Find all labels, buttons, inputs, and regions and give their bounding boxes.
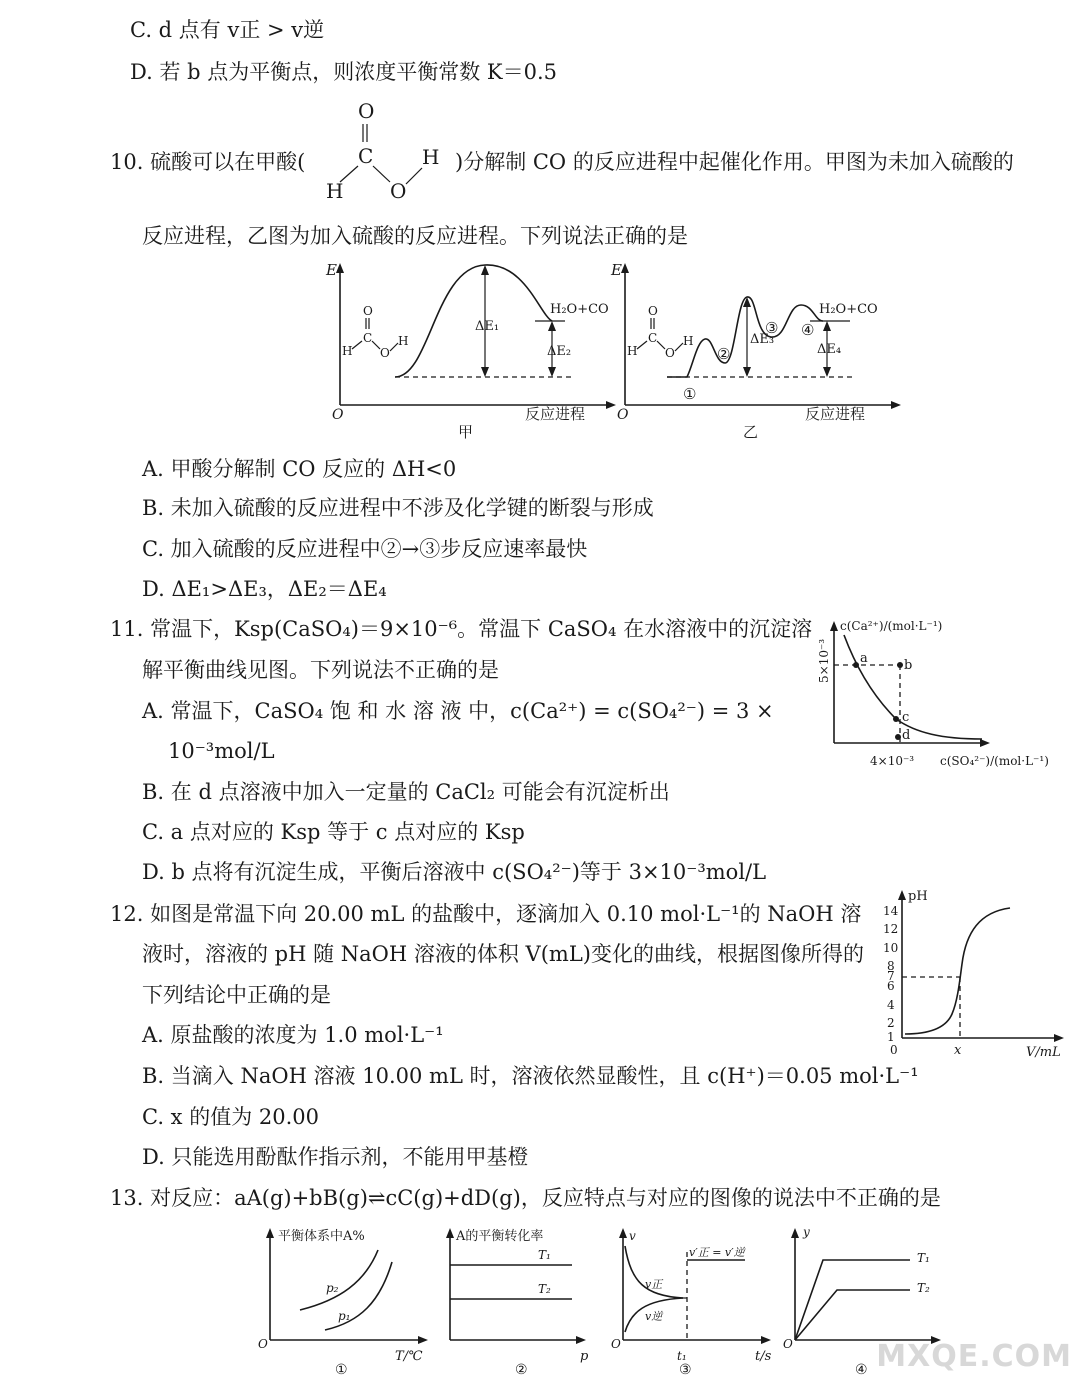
g2-t2: T₂ (538, 1282, 551, 1296)
yi-caption: 乙 (743, 423, 759, 441)
svg-text:O: O (363, 304, 373, 318)
q12-option-a: A. 原盐酸的浓度为 1.0 mol·L⁻¹ (142, 1023, 444, 1047)
q12-stem-line1: 12. 如图是常温下向 20.00 mL 的盐酸中，逐滴加入 0.10 mol·L⁻¹的 NaOH 溶 (110, 902, 862, 926)
g3-number: ③ (679, 1362, 692, 1378)
q12-option-b: B. 当滴入 NaOH 溶液 10.00 mL 时，溶液依然显酸性，且 c(H⁺)＝0.05 mol·L⁻¹ (142, 1064, 919, 1088)
g3-origin: O (611, 1337, 621, 1351)
titration-xlabel: V/mL (1026, 1045, 1061, 1060)
q9-option-d: D. 若 b 点为平衡点，则浓度平衡常数 K＝0.5 (130, 60, 557, 84)
g1-number: ① (335, 1362, 348, 1378)
graph-2-conversion (430, 1222, 595, 1380)
g1-ylabel: 平衡体系中A% (278, 1229, 365, 1244)
svg-text:C: C (648, 331, 658, 345)
g4-ylabel: y (803, 1225, 810, 1239)
jia-xlabel: 反应进程 (525, 405, 586, 423)
svg-text:H: H (627, 344, 638, 358)
pH-tick-4: 4 (887, 998, 895, 1012)
titration-chart (880, 882, 1075, 1067)
q11-option-d: D. b 点将有沉淀生成，平衡后溶液中 c(SO₄²⁻)等于 3×10⁻³mol/L (142, 860, 767, 884)
q11-stem-line2: 解平衡曲线见图。下列说法不正确的是 (142, 658, 499, 682)
pH-tick-2: 2 (887, 1016, 895, 1030)
g4-t1: T₁ (917, 1251, 930, 1265)
yi-de3: ΔE₃ (750, 332, 775, 347)
g3-xlabel: t/s (755, 1349, 772, 1364)
g1-xlabel: T/℃ (395, 1349, 423, 1364)
svg-text:O: O (665, 346, 675, 360)
jia-de1: ΔE₁ (475, 319, 500, 334)
pH-tick-7: 7 (887, 969, 895, 983)
q11-option-a-line2: 10⁻³mol/L (168, 739, 275, 763)
yi-origin: O (617, 407, 629, 423)
g3-ylabel: v (629, 1229, 636, 1243)
yi-de4: ΔE₄ (817, 342, 842, 357)
q12-stem-line3: 下列结论中正确的是 (142, 983, 331, 1007)
caso4-point-d: d (902, 728, 911, 743)
caso4-ylabel: c(Ca²⁺)/(mol·L⁻¹) (840, 619, 943, 633)
g3-v-forward: v正 (645, 1278, 663, 1291)
yi-product: H₂O+CO (819, 302, 878, 317)
g3-v-reverse: v逆 (645, 1310, 663, 1323)
watermark-logo: MXQE.COM (876, 1339, 1072, 1374)
g1-p1: p₁ (338, 1309, 351, 1323)
energy-diagram-jia (320, 255, 620, 445)
graph-3-rate (605, 1222, 780, 1380)
g2-t1: T₁ (538, 1248, 551, 1262)
caso4-point-b: b (904, 658, 913, 673)
q12-option-d: D. 只能选用酚酞作指示剂，不能用甲基橙 (142, 1145, 529, 1169)
graph-1-a-percent (250, 1222, 430, 1380)
g2-number: ② (515, 1362, 528, 1378)
q13-stem: 13. 对反应：aA(g)+bB(g)⇌cC(g)+dD(g)，反应特点与对应的图像的说法中不正确的是 (110, 1186, 941, 1210)
jia-ylabel: E (326, 261, 337, 279)
g4-number: ④ (855, 1362, 868, 1378)
titration-xtick: x (954, 1043, 962, 1058)
svg-text:O: O (380, 346, 390, 360)
g4-origin: O (783, 1337, 793, 1351)
svg-text:H: H (342, 344, 353, 358)
titration-ylabel: pH (908, 889, 928, 904)
q12-stem-line2: 液时，溶液的 pH 随 NaOH 溶液的体积 V(mL)变化的曲线，根据图像所得的 (142, 942, 864, 966)
g3-t1: t₁ (677, 1349, 687, 1363)
q10-option-b: B. 未加入硫酸的反应进程中不涉及化学键的断裂与形成 (142, 496, 654, 520)
molecule-h-right: H (422, 145, 440, 169)
g2-xlabel: p (580, 1349, 589, 1364)
svg-text:H: H (683, 334, 694, 348)
caso4-point-c: c (902, 710, 910, 725)
g1-origin: O (258, 1337, 268, 1351)
jia-de2: ΔE₂ (547, 344, 572, 359)
molecule-o-right: O (390, 179, 407, 203)
pH-tick-10: 10 (883, 941, 899, 955)
q12-option-c: C. x 的值为 20.00 (142, 1105, 319, 1129)
q10-option-c: C. 加入硫酸的反应进程中②→③步反应速率最快 (142, 537, 588, 561)
q10-stem-part3: 反应进程，乙图为加入硫酸的反应进程。下列说法正确的是 (142, 224, 688, 248)
q11-option-a-line1: A. 常温下，CaSO₄ 饱 和 水 溶 液 中，c(Ca²⁺) = c(SO₄²⁻) = 3 × (142, 699, 774, 723)
q11-option-c: C. a 点对应的 Ksp 等于 c 点对应的 Ksp (142, 820, 525, 844)
q11-option-b: B. 在 d 点溶液中加入一定量的 CaCl₂ 可能会有沉淀析出 (142, 780, 670, 804)
titration-origin: 0 (890, 1043, 898, 1057)
svg-text:C: C (363, 331, 373, 345)
q10-option-a: A. 甲酸分解制 CO 反应的 ΔH<0 (142, 457, 457, 481)
q10-stem-part1: 10. 硫酸可以在甲酸( (110, 150, 306, 174)
molecule-h-left: H (326, 179, 344, 203)
pH-tick-1: 1 (887, 1030, 895, 1044)
yi-ylabel: E (611, 261, 622, 279)
molecule-c: C (358, 144, 374, 168)
jia-origin: O (332, 407, 344, 423)
jia-caption: 甲 (458, 423, 474, 441)
g1-p2: p₂ (326, 1281, 339, 1295)
pH-tick-8: 8 (887, 959, 895, 973)
yi-step-1: ① (683, 385, 697, 403)
formic-acid-structure (318, 98, 453, 208)
caso4-xlabel: c(SO₄²⁻)/(mol·L⁻¹) (940, 754, 1049, 768)
svg-text:H: H (398, 334, 409, 348)
g2-ylabel: A的平衡转化率 (456, 1229, 544, 1244)
molecule-o-top: O (358, 99, 375, 123)
caso4-solubility-chart (812, 615, 1072, 775)
q11-stem-line1: 11. 常温下，Ksp(CaSO₄)＝9×10⁻⁶。常温下 CaSO₄ 在水溶液中的沉淀溶 (110, 617, 813, 641)
energy-diagram-yi (605, 255, 905, 445)
caso4-ytick: 5×10⁻³ (817, 638, 831, 683)
yi-step-3: ③ (765, 319, 779, 337)
caso4-xtick: 4×10⁻³ (870, 754, 915, 768)
caso4-point-a: a (860, 651, 868, 666)
yi-xlabel: 反应进程 (805, 405, 866, 423)
jia-product: H₂O+CO (550, 302, 609, 317)
g3-equal-label: v′正 = v′逆 (689, 1246, 745, 1259)
q10-option-d: D. ΔE₁>ΔE₃，ΔE₂＝ΔE₄ (142, 577, 387, 601)
q9-option-c: C. d 点有 v正 > v逆 (130, 18, 325, 42)
pH-tick-14: 14 (883, 904, 899, 918)
svg-text:O: O (648, 304, 658, 318)
g4-t2: T₂ (917, 1281, 930, 1295)
yi-step-2: ② (717, 345, 731, 363)
q10-stem-part2: )分解制 CO 的反应进程中起催化作用。甲图为未加入硫酸的 (455, 150, 1014, 174)
pH-tick-12: 12 (883, 922, 899, 936)
yi-step-4: ④ (801, 321, 815, 339)
pH-tick-6: 6 (887, 979, 895, 993)
